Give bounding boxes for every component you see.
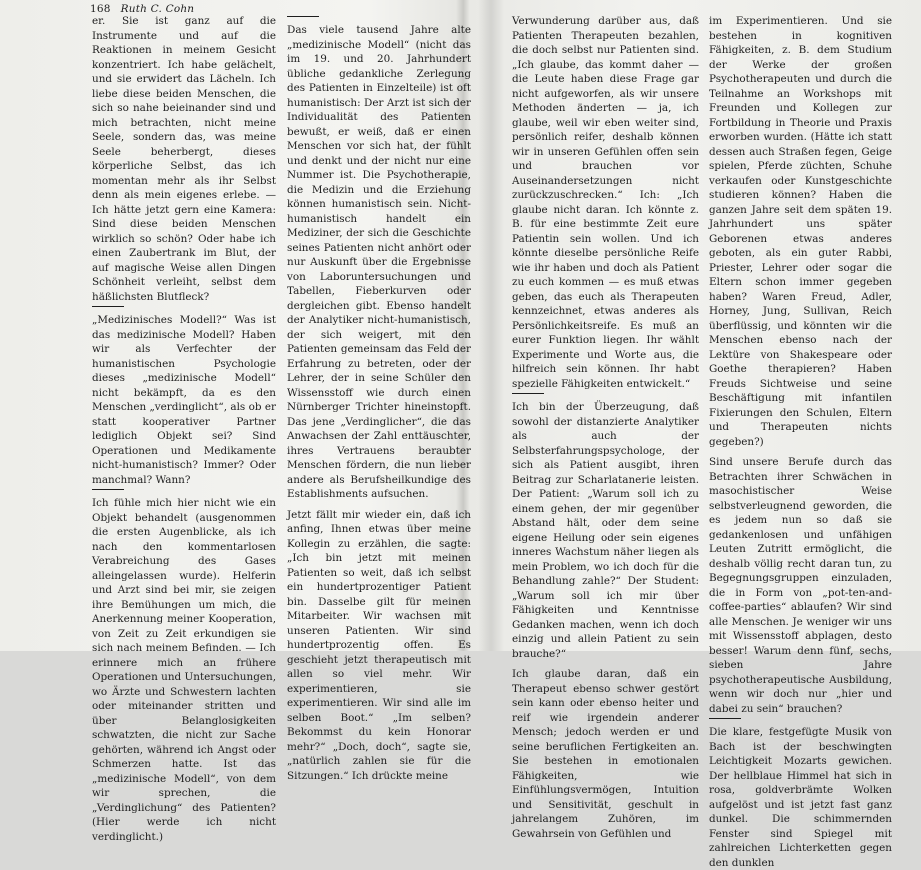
section-divider bbox=[92, 306, 124, 307]
text-column-3 bbox=[512, 14, 699, 840]
section-divider bbox=[709, 718, 741, 719]
running-head-author: Ruth C. Cohn bbox=[120, 3, 195, 15]
section-divider bbox=[92, 489, 124, 490]
book-gutter bbox=[478, 0, 504, 651]
paragraph: Sind unsere Berufe durch das Betrachten ihrer Schwächen in masochistischer Weise selbstverleugnend geworden, die es jedem nun so daß sie gedankenlosen und unfähigen Leuten Zutritt ermöglicht, die deshalb völlig recht daran tun, zu Begegnungsgruppen einzuladen, die in Form von „pot-ten-and-coffee-parties“ ablaufen? Wir sind alle Menschen. Je weniger wir uns mit Wissensstoff abplagen, desto besser! Warum denn fünf, sechs, sieben Jahre psychotherapeutische Ausbildung, wenn wir doch nur „hier und dabei zu sein“ brauchen? bbox=[709, 456, 892, 715]
page-number: 168 bbox=[90, 3, 111, 15]
paragraph: Die klare, festgefügte Musik von Bach ist der beschwingten Leichtigkeit Mozarts gewichen. Der hellblaue Himmel hat sich in rosa, goldverbrämte Wolken aufgelöst und ist jetzt fast ganz dunkel. Die schimmernden Fenster sind Spiegel mit zahlreichen Lichterketten gegen den dunklen bbox=[709, 726, 892, 869]
paragraph: Ich bin der Überzeugung, daß sowohl der distanzierte Analytiker als auch der Selbsterfahrungspsychologe, der sich als Patient ausgibt, ihren Beitrag zur Scharlatanerie leisten. Der Patient: „Warum soll ich zu einem gehen, der mir gegenüber Abstand hält, oder dem seine eigene Heilung oder sein eigenes inneres Wachstum näher liegen als mein Problem, wo ich doch für die Behandlung zahle?“ Der Student: „Warum soll ich mir über Fähigkeiten und Kenntnisse Gedanken machen, wenn ich doch einzig und allein Patient zu sein brauche?“ bbox=[512, 401, 699, 660]
section-divider bbox=[512, 393, 544, 394]
text-column-1 bbox=[92, 14, 276, 843]
paragraph: Das viele tausend Jahre alte „medizinische Modell“ (nicht das im 19. und 20. Jahrhundert übliche gedankliche Zerlegung des Patienten in Einzelteile) ist oft humanistisch: Der Arzt ist sich der Individualität des Patienten bewußt, er weiß, daß er einen Menschen vor sich hat, der fühlt und denkt und der nicht nur eine Nummer ist. Die Psychotherapie, die Medizin und die Erziehung können humanistisch sein. Nicht-humanistisch handelt ein Mediziner, der sich die Geschichte seines Patienten nicht anhört oder nur Auskunft über die Ergebnisse von Laboruntersuchungen und Tabellen, Fieberkurven oder dergleichen gibt. Ebenso handelt der Analytiker nicht-humanistisch, der sich weigert, mit den Patienten gemeinsam das Feld der Erfahrung zu betreten, oder der Lehrer, der in seine Schüler den Wissensstoff wie durch einen Nürnberger Trichter hineinstopft. Das jene „Verdinglicher“, die das Anwachsen der Zahl enttäuschter, ihres Vertrauens beraubter Menschen fördern, die nun lieber andere als Berufsheilkundige des Establishments aufsuchen. bbox=[287, 24, 471, 500]
text-column-2 bbox=[287, 14, 471, 782]
paragraph: Jetzt fällt mir wieder ein, daß ich anfing, Ihnen etwas über meine Kollegin zu erzählen, die sagte: „Ich bin jetzt mit meinen Patienten so weit, daß ich selbst ein hundertprozentiger Patient bin. Dasselbe gilt für meinen Mitarbeiter. Wir wachsen mit unseren Patienten. Wir sind hundertprozentig offen. Es geschieht jetzt therapeutisch mit allen so viel mehr. Wir experimentieren, sie experimentieren. Wir sind alle im selben Boot.“ „Im selben? Bekommst du kein Honorar mehr?“ „Doch, doch“, sagte sie, „natürlich zahlen sie für die Sitzungen.“ Ich drückte meine bbox=[287, 508, 471, 782]
text-column-4 bbox=[709, 14, 892, 869]
paragraph: im Experimentieren. Und sie bestehen in kognitiven Fähigkeiten, z. B. dem Studium der Werke der großen Psychotherapeuten und durch die Teilnahme an Workshops mit Freunden und Kollegen zur Fortbildung in Theorie und Praxis erworben wurden. (Hätte ich statt dessen auch Straßen fegen, Geige spielen, Pferde züchten, Schuhe verkaufen oder Kunstgeschichte studieren können? Haben die ganzen Jahre seit dem späten 19. Jahrhundert uns später Geborenen etwas anderes geboten, als ein guter Rabbi, Priester, Lehrer oder sogar die Eltern schon immer gegeben haben? Waren Freud, Adler, Horney, Jung, Sullivan, Reich überflüssig, und könnten wir die Menschen ebenso nach der Lektüre von Shakespeare oder Goethe therapieren? Haben Freuds Sichtweise und seine Beschäftigung mit infantilen Fixierungen den Schulen, Eltern und Therapeuten nichts gegeben?) bbox=[709, 15, 892, 448]
paragraph: Ich fühle mich hier nicht wie ein Objekt behandelt (ausgenommen die ersten Augenblicke, als ich nach den kommentarlosen Verabreichung des Gases alleingelassen wurde). Helferin und Arzt sind bei mir, sie zeigen ihre Bemühungen um mich, die Anerkennung meiner Kooperation, von Zeit zu Zeit erkundigen sie sich nach meinem Befinden. — Ich erinnere mich an frühere Operationen und Untersuchungen, wo Ärzte und Schwestern lachten oder miteinander stritten und über Belanglosigkeiten schwatzten, die nicht zur Sache gehörten, während ich Angst oder Schmerzen hatte. Ist das „medizinische Modell“, von dem wir sprechen, die „Verdinglichung“ des Patienten? (Hier werde ich nicht verdinglicht.) bbox=[92, 497, 276, 843]
paragraph: „Medizinisches Modell?“ Was ist das medizinische Modell? Haben wir als Verfechter der humanistischen Psychologie dieses „medizinische Modell“ nicht bekämpft, da es den Menschen „verdinglicht“, als ob er statt kooperativer Partner lediglich Objekt sei? Sind Operationen und Medikamente nicht-humanistisch? Immer? Oder manchmal? Wann? bbox=[92, 314, 276, 486]
paragraph: Ich glaube daran, daß ein Therapeut ebenso schwer gestört sein kann oder ebenso heiter und reif wie irgendein anderer Mensch; jedoch werden er und seine beruflichen Fertigkeiten an. Sie bestehen in emotionalen Fähigkeiten, wie Einfühlungsvermögen, Intuition und Sensitivität, geschult in jahrelangem Zuhören, im Gewahrsein von Gefühlen und bbox=[512, 668, 699, 840]
section-divider bbox=[287, 16, 319, 17]
paragraph: er. Sie ist ganz auf die Instrumente und auf die Reaktionen in meinem Gesicht konzentriert. Ich habe gelächelt, und sie erwidert das Lächeln. Ich liebe diese beiden Menschen, die sich so nahe beieinander sind und mich betrachten, nicht meine Seele, sondern das, was meine Seele beherbergt, dieses körperliche Selbst, das ich momentan mehr als ihr Selbst denn als mein eigenes erlebe. — Ich hätte jetzt gern eine Kamera: Sind diese beiden Menschen wirklich so schön? Oder habe ich einen Zaubertrank im Blut, der auf magische Weise allen Dingen Schönheit verleiht, selbst dem häßlichsten Blutfleck? bbox=[92, 15, 276, 303]
paragraph: Verwunderung darüber aus, daß Patienten Therapeuten bezahlen, die doch selbst nur Patienten sind. „Ich glaube, das kommt daher — die Leute haben diese Frage gar nicht aufgeworfen, als wir unsere Methoden änderten — ja, ich glaube, weil wir eben weiter sind, persönlich reifer, deshalb können wir in unseren Gefühlen offen sein und brauchen vor Auseinandersetzungen nicht zurückzuschrecken.“ Ich: „Ich glaube nicht daran. Ich könnte z. B. für eine bestimmte Zeit eure Patientin sein wollen. Und ich könnte dieselbe persönliche Reife wie ihr haben und doch als Patient zu euch kommen — es muß etwas geben, das euch als Therapeuten kennzeichnet, etwas anderes als Persönlichkeitsreife. Es muß an eurer Funktion liegen. Ihr wählt Experimente und Worte aus, die hilfreich sein können. Ihr habt spezielle Fähigkeiten entwickelt.“ bbox=[512, 15, 699, 390]
